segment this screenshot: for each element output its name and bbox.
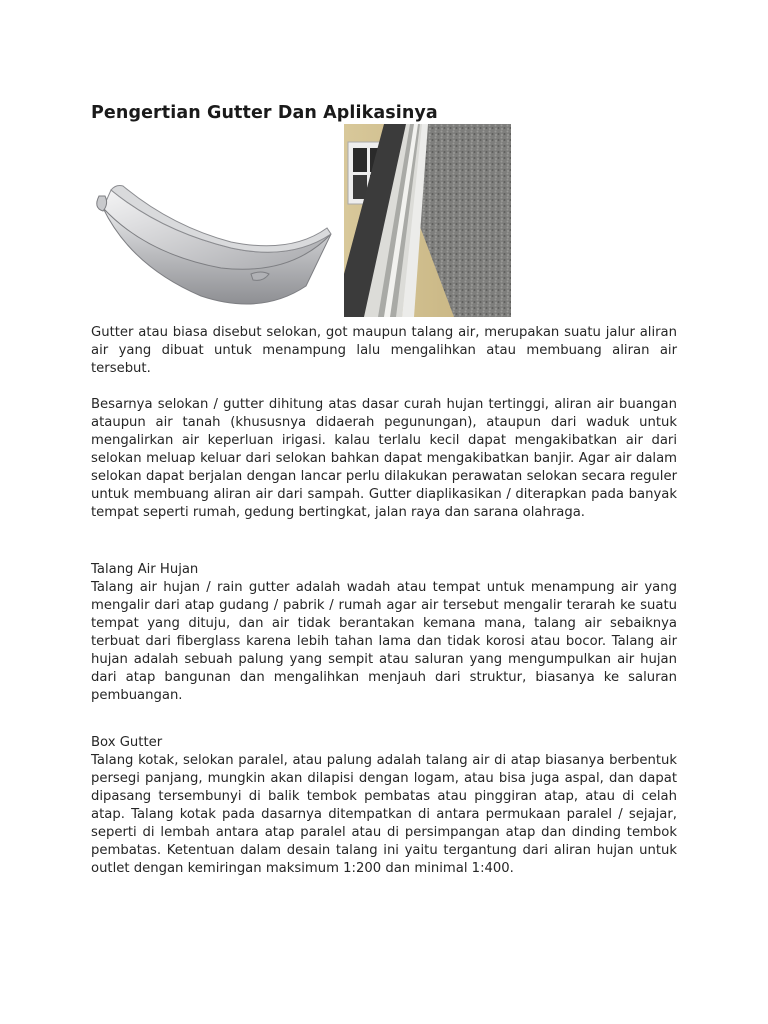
- section-box-gutter: [91, 734, 677, 878]
- section-body: Talang kotak, selokan paralel, atau palung adalah talang air di atap biasanya berbentuk persegi panjang, mungkin akan dilapisi dengan logam, atau bisa juga aspal, dan dapat dipasang tersembunyi di balik tembok pembatas atau pinggiran atap, atau di celah atap. Talang kotak pada dasarnya ditempatkan di antara permukaan paralel / sejajar, seperti di lembah antara atap paralel atau di persimpangan atap dan dinding tembok pembatas. Ketentuan dalam desain talang ini yaitu tergantung dari aliran hujan untuk outlet dengan kemiringan maksimum 1:200 dan minimal 1:400.: [91, 753, 677, 876]
- section-heading: Talang Air Hujan: [91, 562, 199, 577]
- intro-paragraph: [91, 324, 677, 378]
- half-round-gutter-image: [91, 156, 336, 316]
- paragraph: Gutter atau biasa disebut selokan, got maupun talang air, merupakan suatu jalur aliran air yang dibuat untuk menampung lalu mengalihkan atau membuang aliran air tersebut.: [91, 325, 677, 376]
- paragraph: Besarnya selokan / gutter dihitung atas dasar curah hujan tertinggi, aliran air buangan ataupun air tanah (khususnya didaerah pegunungan), ataupun dari waduk untuk mengalirkan air keperluan irigasi. kalau terlalu kecil dapat mengakibatkan air dari selokan meluap keluar dari selokan bahkan dapat mengakibatkan banjir. Agar air dalam selokan dapat berjalan dengan lancar perlu dilakukan perawatan selokan secara reguler untuk membuang aliran air dari sampah. Gutter diaplikasikan / diterapkan pada banyak tempat seperti rumah, gedung bertingkat, jalan raya dan sarana olahraga.: [91, 397, 677, 520]
- section-body: Talang air hujan / rain gutter adalah wadah atau tempat untuk menampung air yang mengalir dari atap gudang / pabrik / rumah agar air tersebut mengalir terarah ke suatu tempat yang dituju, dan air tidak berantakan kemana mana, talang air sebaiknya terbuat dari fiberglass karena lebih tahan lama dan tidak korosi atau bocor. Talang air hujan adalah sebuah palung yang sempit atau saluran yang mengumpulkan air hujan dari atap bangunan dan mengalihkan menjauh dari struktur, biasanya ke saluran pembuangan.: [91, 580, 677, 703]
- page-title: Pengertian Gutter Dan Aplikasinya: [91, 103, 438, 123]
- section-talang-air-hujan: [91, 561, 677, 705]
- roof-gutter-photo: [344, 124, 511, 317]
- capacity-paragraph: [91, 396, 677, 522]
- section-heading: Box Gutter: [91, 735, 163, 750]
